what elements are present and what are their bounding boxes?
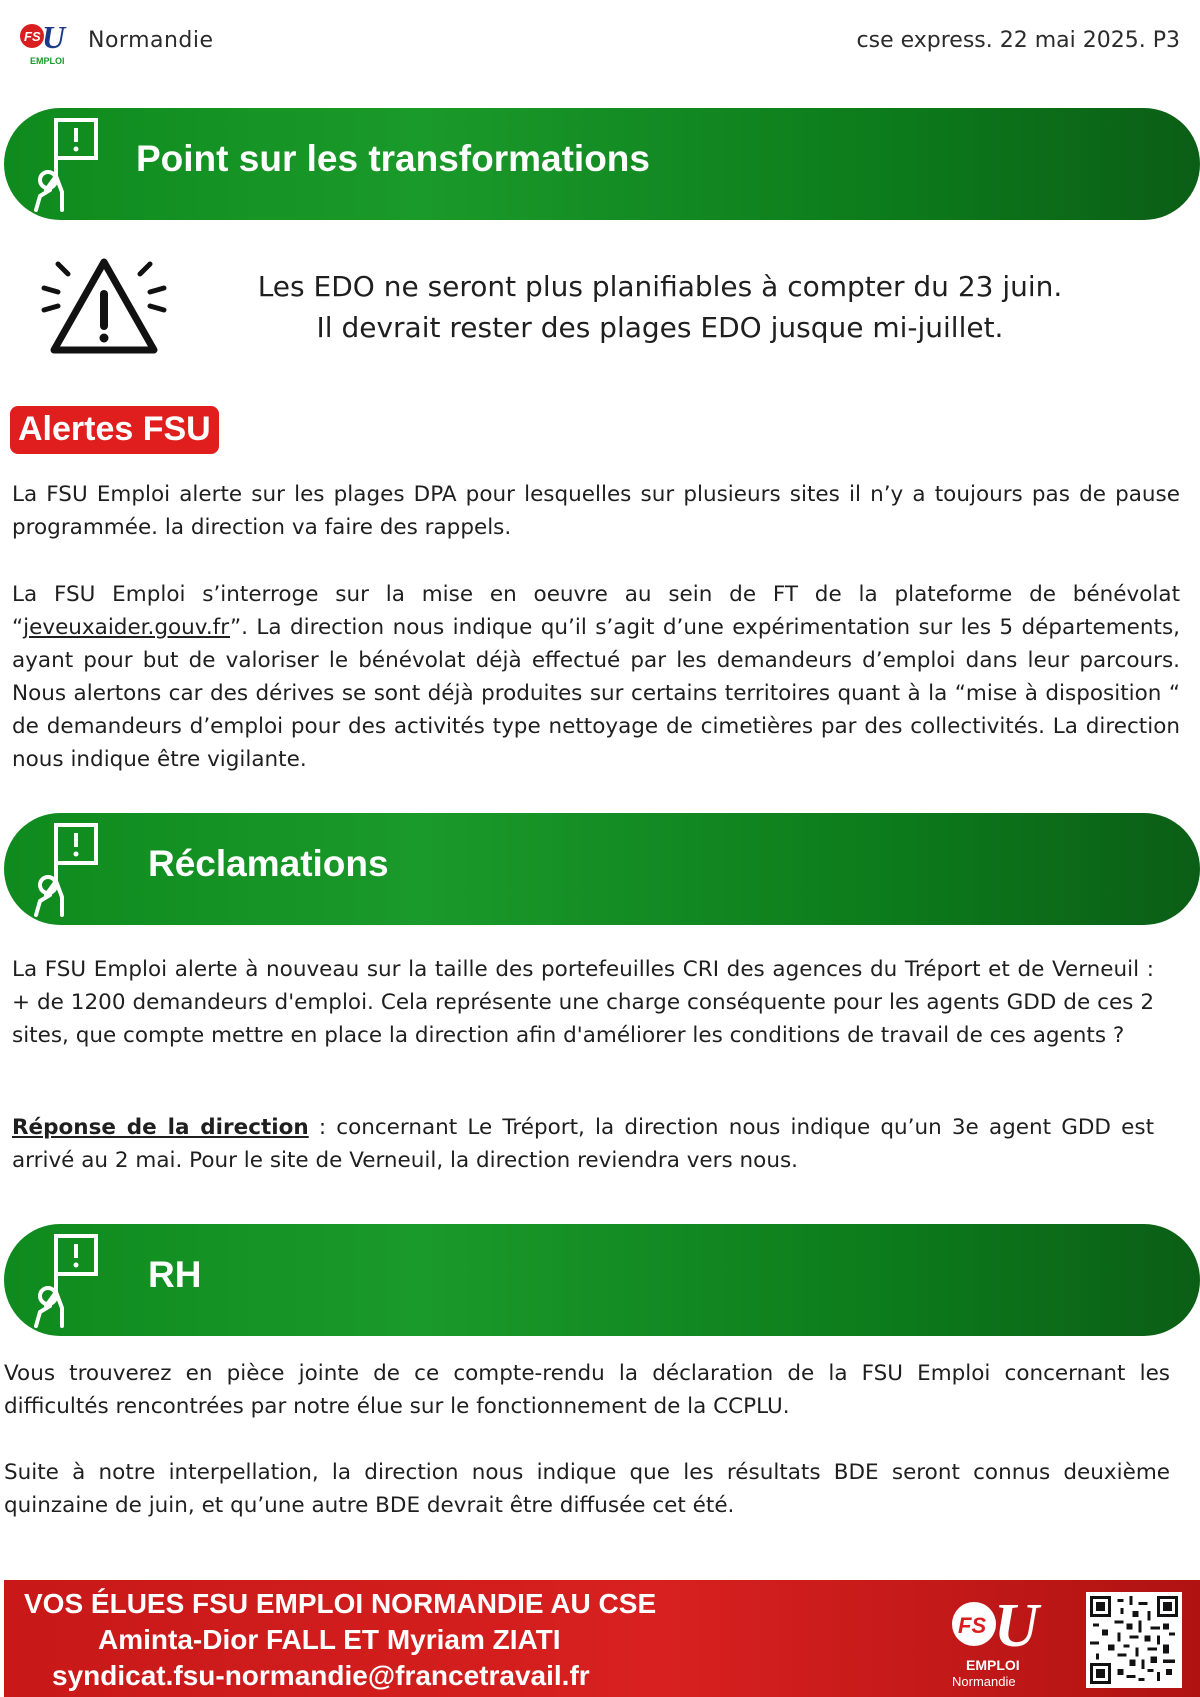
jeveuxaider-link[interactable]: jeveuxaider.gouv.fr	[23, 615, 230, 640]
warning-icon	[40, 250, 168, 362]
fsu-logo-icon	[18, 18, 76, 66]
section-title-reclamations: Réclamations	[148, 843, 389, 884]
alertes-p2-end: ”. La direction nous indique qu’il s’agit d’une expérimentation sur les 5 départements, ayant pour but de valoriser le bénévolat déjà effectué par les demandeurs d’emploi dans leur parcours. Nous alertons car des dérives se sont déjà produites sur certains territoires quant à la “mise à disposition “ de demandeurs d’emploi pour des activités type nettoyage de cimetières par des collectivités. La direction nous indique être vigilante.	[12, 615, 1180, 772]
qr-code-icon[interactable]	[1086, 1592, 1182, 1688]
page-header	[0, 0, 1200, 80]
svg-text:U: U	[42, 19, 66, 55]
section-title-transformations: Point sur les transformations	[136, 138, 650, 179]
page-reference: cse express. 22 mai 2025. P3	[856, 28, 1180, 53]
rh-paragraph-2: Suite à notre interpellation, la direction nous indique que les résultats BDE seront connus deuxième quinzaine de juin, et qu’une autre BDE devrait être diffusée cet été.	[4, 1460, 1170, 1518]
warning-text-line-1: Les EDO ne seront plus planifiables à compter du 23 juin.	[257, 270, 1063, 303]
fsu-footer-logo-icon	[944, 1590, 1054, 1690]
alertes-paragraph-2	[12, 578, 1180, 776]
protest-sign-icon	[26, 819, 106, 919]
svg-text:FS: FS	[958, 1613, 987, 1638]
reclamations-paragraph-1: La FSU Emploi alerte à nouveau sur la taille des portefeuilles CRI des agences du Tréport et de Verneuil : + de 1200 demandeurs d'emploi. Cela représente une charge conséquente pour les agents GDD de ces 2 sites, que compte mettre en place la direction afin d'améliorer les conditions de travail de ces agents ?	[12, 957, 1154, 1048]
reponse-direction-label: Réponse de la direction	[12, 1115, 309, 1140]
svg-text:EMPLOI: EMPLOI	[30, 56, 65, 66]
svg-text:FS: FS	[24, 29, 41, 44]
alertes-paragraph-1: La FSU Emploi alerte sur les plages DPA pour lesquelles sur plusieurs sites il n’y a toujours pas de pause programmée. la direction va faire des rappels.	[12, 482, 1180, 540]
reponse-direction-text: : concernant Le Tréport, la direction nous indique qu’un 3e agent GDD est arrivé au 2 mai. Pour le site de Verneuil, la direction reviendra vers nous.	[12, 1115, 1155, 1173]
svg-text:Normandie: Normandie	[952, 1674, 1016, 1689]
alertes-p2-start: La FSU Emploi s’interroge sur la mise en oeuvre au sein de FT de la plateforme de bénévolat “	[12, 582, 1180, 640]
section-banner-transformations	[4, 108, 1200, 220]
footer-line-1: VOS ÉLUES FSU EMPLOI NORMANDIE AU CSE	[24, 1588, 657, 1619]
warning-text-line-2: Il devrait rester des plages EDO jusque mi-juillet.	[316, 311, 1004, 344]
brand-region: Normandie	[88, 28, 214, 53]
rh-paragraph-1: Vous trouverez en pièce jointe de ce compte-rendu la déclaration de la FSU Emploi concernant les difficultés rencontrées par notre élue sur le fonctionnement de la CCPLU.	[4, 1361, 1170, 1419]
reclamations-paragraph-2	[12, 1111, 1154, 1177]
svg-text:EMPLOI: EMPLOI	[966, 1657, 1020, 1673]
section-title-rh: RH	[148, 1254, 202, 1295]
footer-email[interactable]: syndicat.fsu-normandie@francetravail.fr	[52, 1660, 590, 1691]
svg-text:U: U	[994, 1592, 1039, 1660]
alertes-badge: Alertes FSU	[10, 406, 219, 454]
footer-line-2: Aminta-Dior FALL ET Myriam ZIATI	[98, 1624, 561, 1655]
footer-banner	[4, 1580, 1200, 1697]
section-banner-reclamations	[4, 813, 1200, 925]
protest-sign-icon	[26, 1230, 106, 1330]
protest-sign-icon	[26, 114, 106, 214]
section-banner-rh	[4, 1224, 1200, 1336]
